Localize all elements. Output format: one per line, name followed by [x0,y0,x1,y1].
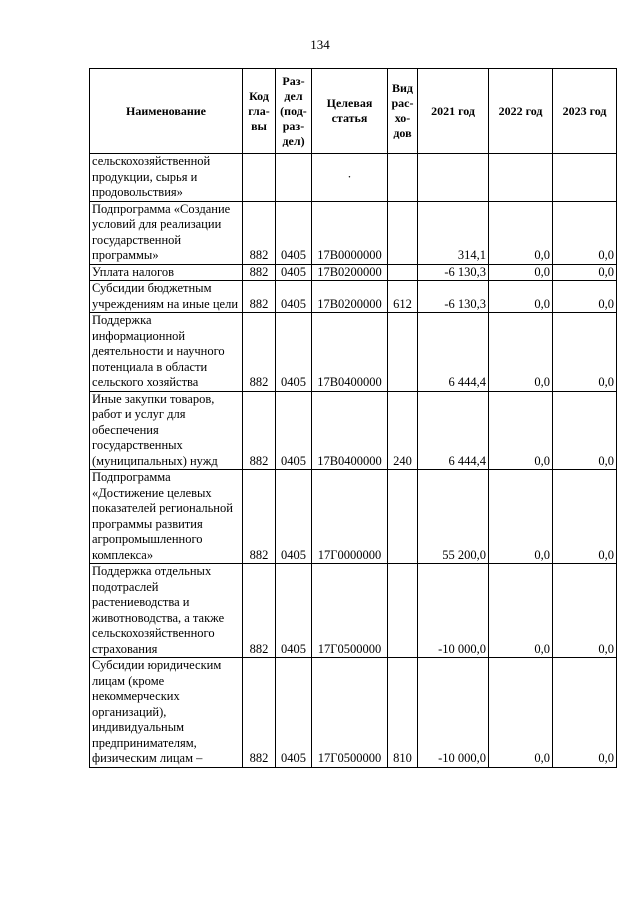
row-2023: 0,0 [553,564,617,658]
row-2021: 55 200,0 [418,470,489,564]
row-chapter: 882 [243,201,276,264]
row-2021: -10 000,0 [418,564,489,658]
table-row [90,313,617,392]
header-chapter: Код гла- вы [243,69,276,154]
row-expense-type: 240 [388,391,418,470]
row-chapter [243,154,276,202]
row-2021 [418,154,489,202]
row-chapter: 882 [243,470,276,564]
row-name: сельскохозяйственной продукции, сырья и продовольствия» [90,154,243,202]
row-2021: -6 130,3 [418,281,489,313]
row-chapter: 882 [243,391,276,470]
row-chapter: 882 [243,564,276,658]
row-section: 0405 [276,391,312,470]
row-expense-type [388,470,418,564]
table-row [90,264,617,281]
header-section: Раз- дел (под- раз- дел) [276,69,312,154]
row-section: 0405 [276,564,312,658]
row-name: Субсидии юридическим лицам (кроме некоммерческих организаций), индивидуальным предпринимателям, физическим лицам – [90,658,243,768]
page-number: 134 [310,37,330,52]
row-expense-type [388,313,418,392]
row-2021: -6 130,3 [418,264,489,281]
table-row [90,470,617,564]
row-target: · [312,154,388,202]
row-2023: 0,0 [553,264,617,281]
row-name: Поддержка отдельных подотраслей растениеводства и животноводства, а также сельскохозяйственного страхования [90,564,243,658]
table-row [90,201,617,264]
header-2021: 2021 год [418,69,489,154]
row-target: 17В0400000 [312,313,388,392]
row-chapter: 882 [243,658,276,768]
row-section: 0405 [276,313,312,392]
row-2022: 0,0 [489,201,553,264]
row-section: 0405 [276,658,312,768]
row-name: Уплата налогов [90,264,243,281]
row-2022: 0,0 [489,281,553,313]
row-name: Поддержка информационной деятельности и научного потенциала в области сельского хозяйства [90,313,243,392]
header-2022: 2022 год [489,69,553,154]
row-chapter: 882 [243,281,276,313]
table-row [90,154,617,202]
row-2023: 0,0 [553,470,617,564]
row-2022: 0,0 [489,391,553,470]
row-target: 17Г0500000 [312,658,388,768]
row-name: Подпрограмма «Создание условий для реализации государственной программы» [90,201,243,264]
row-target: 17Г0000000 [312,470,388,564]
row-2023: 0,0 [553,281,617,313]
row-target: 17В0200000 [312,264,388,281]
row-2021: -10 000,0 [418,658,489,768]
row-2022: 0,0 [489,564,553,658]
header-expense-type: Вид рас- хо- дов [388,69,418,154]
row-2022: 0,0 [489,264,553,281]
row-2023: 0,0 [553,201,617,264]
table-row [90,564,617,658]
row-name: Иные закупки товаров, работ и услуг для обеспечения государственных (муниципальных) нужд [90,391,243,470]
row-2023: 0,0 [553,313,617,392]
row-2023: 0,0 [553,658,617,768]
row-expense-type [388,564,418,658]
table-row [90,281,617,313]
row-section: 0405 [276,264,312,281]
row-2021: 6 444,4 [418,391,489,470]
header-row [90,69,617,154]
row-section [276,154,312,202]
row-expense-type: 612 [388,281,418,313]
row-2022 [489,154,553,202]
row-2022: 0,0 [489,313,553,392]
row-2022: 0,0 [489,470,553,564]
row-2021: 6 444,4 [418,313,489,392]
row-expense-type [388,264,418,281]
row-2023: 0,0 [553,391,617,470]
row-target: 17Г0500000 [312,564,388,658]
row-section: 0405 [276,281,312,313]
row-target: 17В0400000 [312,391,388,470]
row-2023 [553,154,617,202]
row-name: Субсидии бюджетным учреждениям на иные цели [90,281,243,313]
budget-table [89,68,617,768]
row-2021: 314,1 [418,201,489,264]
row-chapter: 882 [243,264,276,281]
row-section: 0405 [276,470,312,564]
row-2022: 0,0 [489,658,553,768]
header-target: Целевая статья [312,69,388,154]
header-name: Наименование [90,69,243,154]
table-row [90,658,617,768]
row-expense-type [388,154,418,202]
row-target: 17В0000000 [312,201,388,264]
row-section: 0405 [276,201,312,264]
row-expense-type [388,201,418,264]
row-chapter: 882 [243,313,276,392]
row-expense-type: 810 [388,658,418,768]
row-target: 17В0200000 [312,281,388,313]
header-2023: 2023 год [553,69,617,154]
row-name: Подпрограмма «Достижение целевых показателей региональной программы развития агропромышленного комплекса» [90,470,243,564]
table-row [90,391,617,470]
